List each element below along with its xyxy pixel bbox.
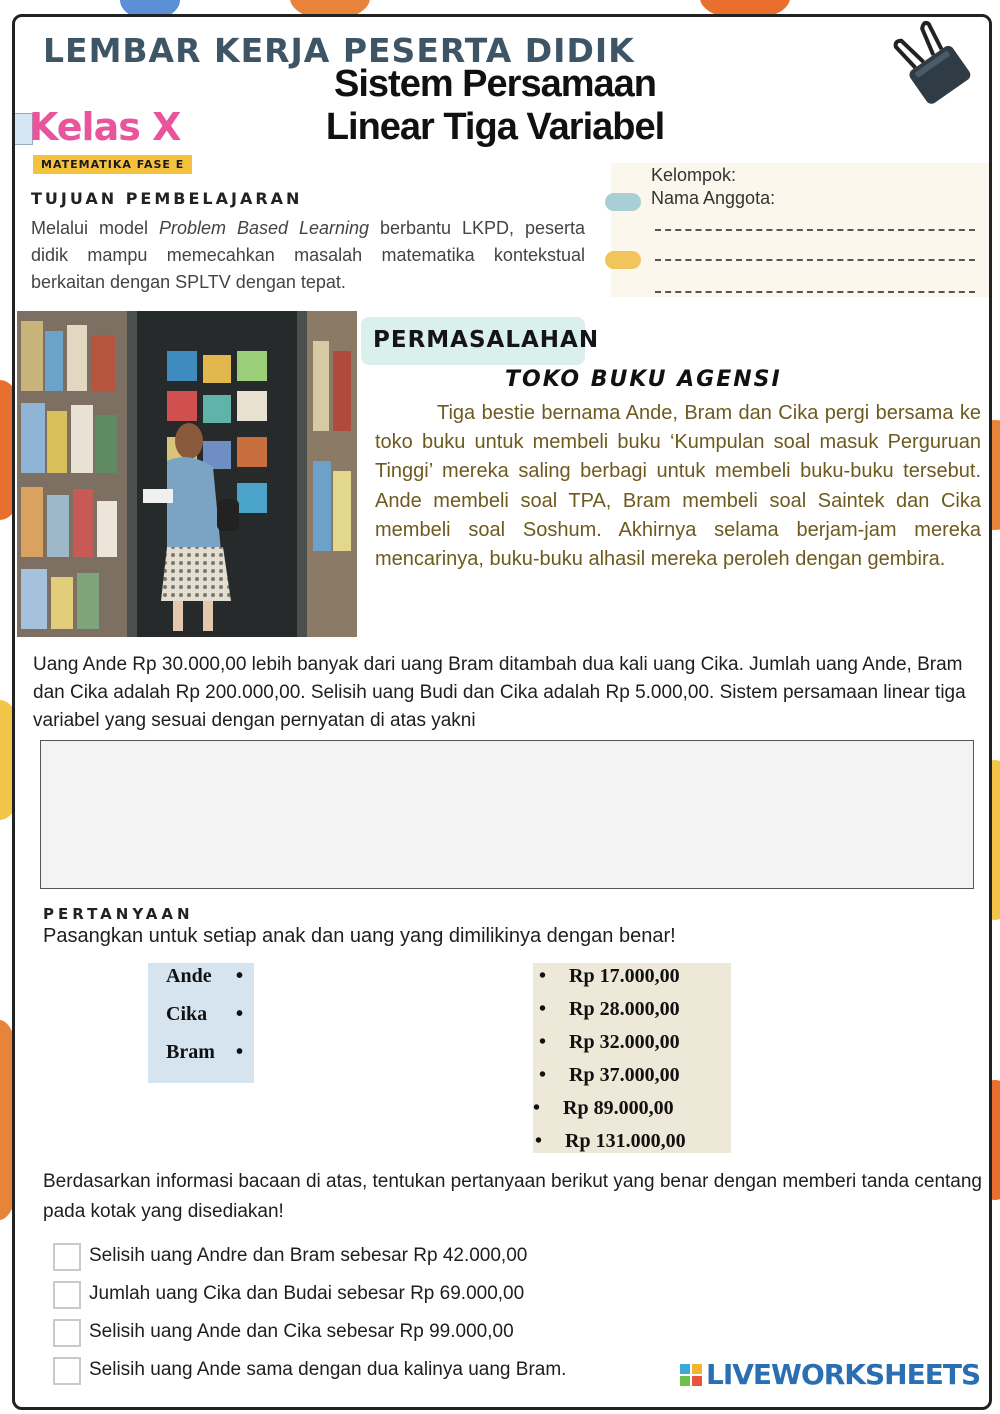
worksheet-label: LEMBAR KERJA PESERTA DIDIK	[43, 31, 635, 70]
checklist-label: Selisih uang Ande dan Cika sebesar Rp 99.000,00	[89, 1321, 514, 1342]
match-amount[interactable]	[539, 965, 680, 988]
match-name-cika[interactable]: Cika	[166, 1003, 208, 1025]
bookstore-photo	[17, 311, 357, 637]
title-line-2: Linear Tiga Variabel	[325, 106, 665, 148]
checklist-instruction: Berdasarkan informasi bacaan di atas, tentukan pertanyaan berikut yang benar dengan memberi tanda centang pada kotak yang disediakan!	[43, 1171, 982, 1222]
story-text: Tiga bestie bernama Ande, Bram dan Cika pergi bersama ke toko buku untuk membeli buku ‘Kumpulan soal masuk Perguruan Tinggi’ mereka saling berbagi untuk membeli buku-buku tersebut. Ande membeli soal TPA, Bram membeli soal Saintek dan Cika membeli soal Soshum. Akhirnya selama berjam-jam mereka mencarinya, buku-buku alhasil mereka peroleh dengan gembira.	[375, 402, 981, 571]
anggota-line[interactable]	[655, 259, 975, 261]
tujuan-text	[31, 215, 585, 296]
checkbox[interactable]	[53, 1357, 81, 1385]
match-dot[interactable]: •	[539, 998, 547, 1020]
names-column	[148, 963, 254, 1083]
pertanyaan-instruction: Pasangkan untuk setiap anak dan uang yang dimilikinya dengan benar!	[43, 925, 676, 947]
match-dot[interactable]: •	[539, 1031, 547, 1053]
amount-label: Rp 131.000,00	[565, 1130, 686, 1152]
match-amount[interactable]	[535, 1130, 686, 1153]
tujuan-text-b: berbantu LKPD, peserta didik mampu memecahkan masalah matematika kontekstual berkaitan dengan SPLTV dengan tepat.	[31, 218, 586, 292]
match-dot[interactable]: •	[236, 1003, 244, 1025]
amount-label: Rp 89.000,00	[563, 1097, 674, 1119]
match-dot[interactable]: •	[236, 1041, 244, 1063]
checklist-label: Jumlah uang Cika dan Budai sebesar Rp 69.000,00	[89, 1283, 525, 1304]
fase-badge: MATEMATIKA FASE E	[33, 155, 192, 174]
kelas-badge	[29, 105, 180, 149]
tujuan-heading: TUJUAN PEMBELAJARAN	[31, 189, 303, 208]
worksheet-page	[12, 14, 992, 1410]
checklist-label: Selisih uang Ande sama dengan dua kalinya uang Bram.	[89, 1359, 567, 1380]
match-amount[interactable]	[539, 998, 680, 1021]
checkbox[interactable]	[53, 1243, 81, 1271]
match-dot[interactable]: •	[539, 1064, 547, 1086]
checklist-label: Selisih uang Andre dan Bram sebesar Rp 42.000,00	[89, 1245, 528, 1266]
match-name-bram[interactable]: Bram	[166, 1041, 215, 1063]
amount-label: Rp 32.000,00	[569, 1031, 680, 1053]
binder-clip-icon	[893, 21, 973, 109]
anggota-line[interactable]	[655, 291, 975, 293]
permasalahan-label: PERMASALAHAN	[373, 327, 600, 353]
permasalahan-tag	[361, 317, 600, 365]
match-amount[interactable]	[539, 1064, 680, 1087]
decor-tab	[605, 251, 641, 269]
match-dot[interactable]: •	[533, 1097, 541, 1119]
kelas-number: X	[152, 105, 181, 149]
anggota-line[interactable]	[655, 229, 975, 231]
match-amount[interactable]	[539, 1031, 680, 1054]
pertanyaan-heading: PERTANYAAN	[43, 905, 194, 923]
amounts-column	[533, 963, 731, 1153]
amount-label: Rp 37.000,00	[569, 1064, 680, 1086]
anggota-label: Nama Anggota:	[651, 188, 776, 208]
uang-statement: Uang Ande Rp 30.000,00 lebih banyak dari uang Bram ditambah dua kali uang Cika. Jumlah uang Ande, Bram dan Cika adalah Rp 200.000,00. Selisih uang Budi dan Cika adalah Rp 5.000,00. Sistem persamaan linear tiga variabel yang sesuai dengan pernyatan di atas yakni	[33, 654, 966, 731]
liveworksheets-brand[interactable]: LIVEWORKSHEETS	[706, 1358, 981, 1391]
amount-label: Rp 28.000,00	[569, 998, 680, 1020]
checkbox[interactable]	[53, 1281, 81, 1309]
amount-label: Rp 17.000,00	[569, 965, 680, 987]
match-dot[interactable]: •	[539, 965, 547, 987]
match-amount[interactable]	[533, 1097, 674, 1120]
title-line-1: Sistem Persamaan	[334, 63, 656, 105]
match-name-ande[interactable]: Ande	[166, 965, 212, 987]
match-dot[interactable]: •	[236, 965, 244, 987]
kelompok-label: Kelompok:	[651, 165, 737, 185]
decor-tab	[605, 193, 641, 211]
liveworksheets-logo-icon	[680, 1364, 702, 1386]
tujuan-text-a: Melalui model	[31, 218, 159, 238]
match-dot[interactable]: •	[535, 1130, 543, 1152]
story-subtitle: TOKO BUKU AGENSI	[505, 367, 782, 392]
spltv-answer-box[interactable]	[40, 740, 974, 889]
kelas-label: Kelas	[29, 105, 140, 149]
tujuan-text-model: Problem Based Learning	[158, 218, 370, 238]
checkbox[interactable]	[53, 1319, 81, 1347]
